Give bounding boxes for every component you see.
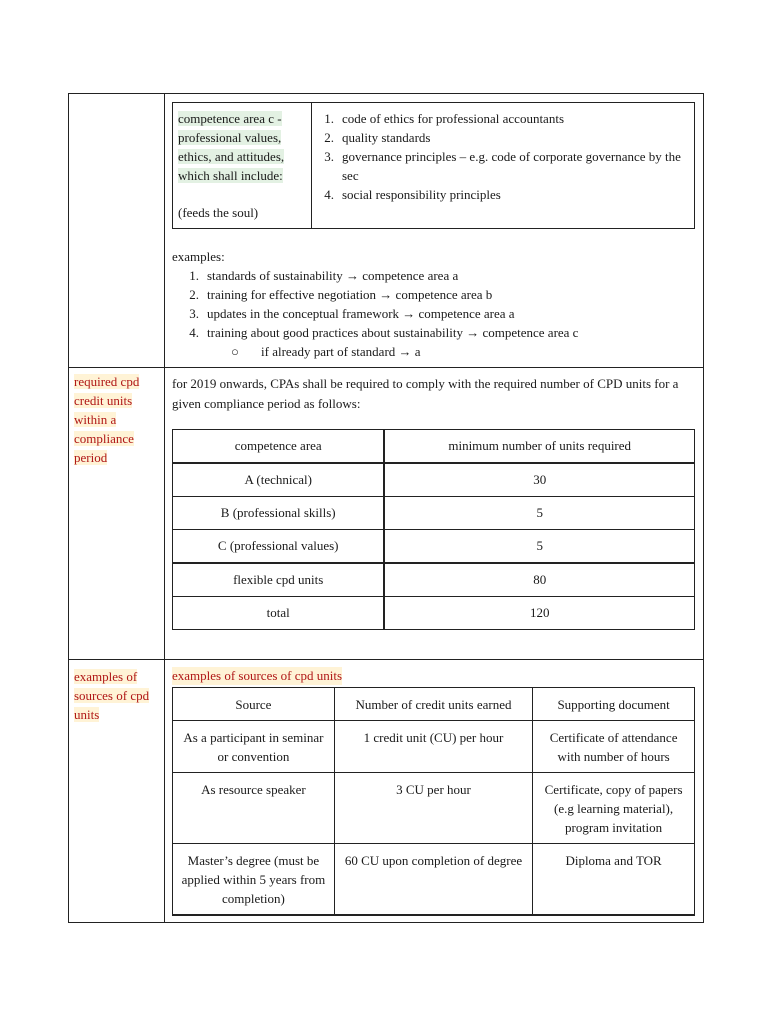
list-item: 2. training for effective negotiation → competence area b xyxy=(189,287,493,302)
table-row: C (professional values) 5 xyxy=(173,530,695,564)
sources-content xyxy=(165,660,703,922)
sources-table xyxy=(172,687,695,916)
list-item: 2. quality standards xyxy=(324,130,431,145)
competence-c-table xyxy=(172,102,695,229)
competence-c-label-line: professional values, xyxy=(178,130,282,145)
table-header-row xyxy=(173,688,695,721)
required-units-intro: for 2019 onwards, CPAs shall be required to comply with the required number of CPD units for a given compliance period as follows: xyxy=(172,376,679,411)
table-header: Supporting document xyxy=(533,688,695,721)
table-row: B (professional skills) 5 xyxy=(173,497,695,530)
competence-c-content xyxy=(165,94,703,367)
row-required-units xyxy=(69,367,703,659)
competence-c-list xyxy=(318,109,688,204)
competence-c-label-line: competence area c - xyxy=(178,111,282,126)
table-header: Number of credit units earned xyxy=(334,688,532,721)
units-table xyxy=(172,429,695,630)
examples-block xyxy=(172,247,695,361)
sources-title: examples of sources of cpd units xyxy=(172,668,343,683)
list-item: 3. updates in the conceptual framework → competence area a xyxy=(189,306,515,321)
competence-c-label-cell xyxy=(173,103,312,228)
notes-table xyxy=(68,93,704,923)
required-units-content xyxy=(165,368,703,659)
list-item: 1. code of ethics for professional accountants xyxy=(324,111,565,126)
table-row: flexible cpd units 80 xyxy=(173,563,695,597)
list-item: 4. training about good practices about sustainability → competence area c xyxy=(189,325,579,340)
table-row: total 120 xyxy=(173,597,695,630)
row-sources xyxy=(69,659,703,922)
required-units-label: required cpd credit units within a compliance period xyxy=(69,368,165,659)
circle-bullet-icon: ○ xyxy=(231,344,239,359)
list-item: 4. social responsibility principles xyxy=(324,187,501,202)
row-competence-c xyxy=(69,94,703,367)
sources-label: examples of sources of cpd units xyxy=(69,660,165,922)
sub-example: ○ if already part of standard → a xyxy=(231,344,421,359)
table-header: competence area xyxy=(173,430,385,464)
feeds-note: (feeds the soul) xyxy=(178,205,259,220)
empty-label-cell xyxy=(69,94,165,367)
competence-c-label-line: which shall include: xyxy=(178,168,283,183)
table-header: minimum number of units required xyxy=(384,430,694,464)
list-item: 3. governance principles – e.g. code of corporate governance by the sec xyxy=(324,149,681,183)
examples-title: examples: xyxy=(172,249,225,264)
table-header-row xyxy=(173,430,695,464)
list-item: 1. standards of sustainability → competence area a xyxy=(189,268,459,283)
table-row: As resource speaker 3 CU per hour Certificate, copy of papers (e.g learning material), program invitation xyxy=(173,773,695,844)
competence-c-items-cell xyxy=(312,103,694,228)
table-row: A (technical) 30 xyxy=(173,463,695,497)
competence-c-label-line: ethics, and attitudes, xyxy=(178,149,285,164)
examples-list xyxy=(172,266,695,342)
table-header: Source xyxy=(173,688,335,721)
table-row: As a participant in seminar or convention 1 credit unit (CU) per hour Certificate of attendance with number of hours xyxy=(173,721,695,773)
table-row: Master’s degree (must be applied within 5 years from completion) 60 CU upon completion of degree Diploma and TOR xyxy=(173,844,695,916)
